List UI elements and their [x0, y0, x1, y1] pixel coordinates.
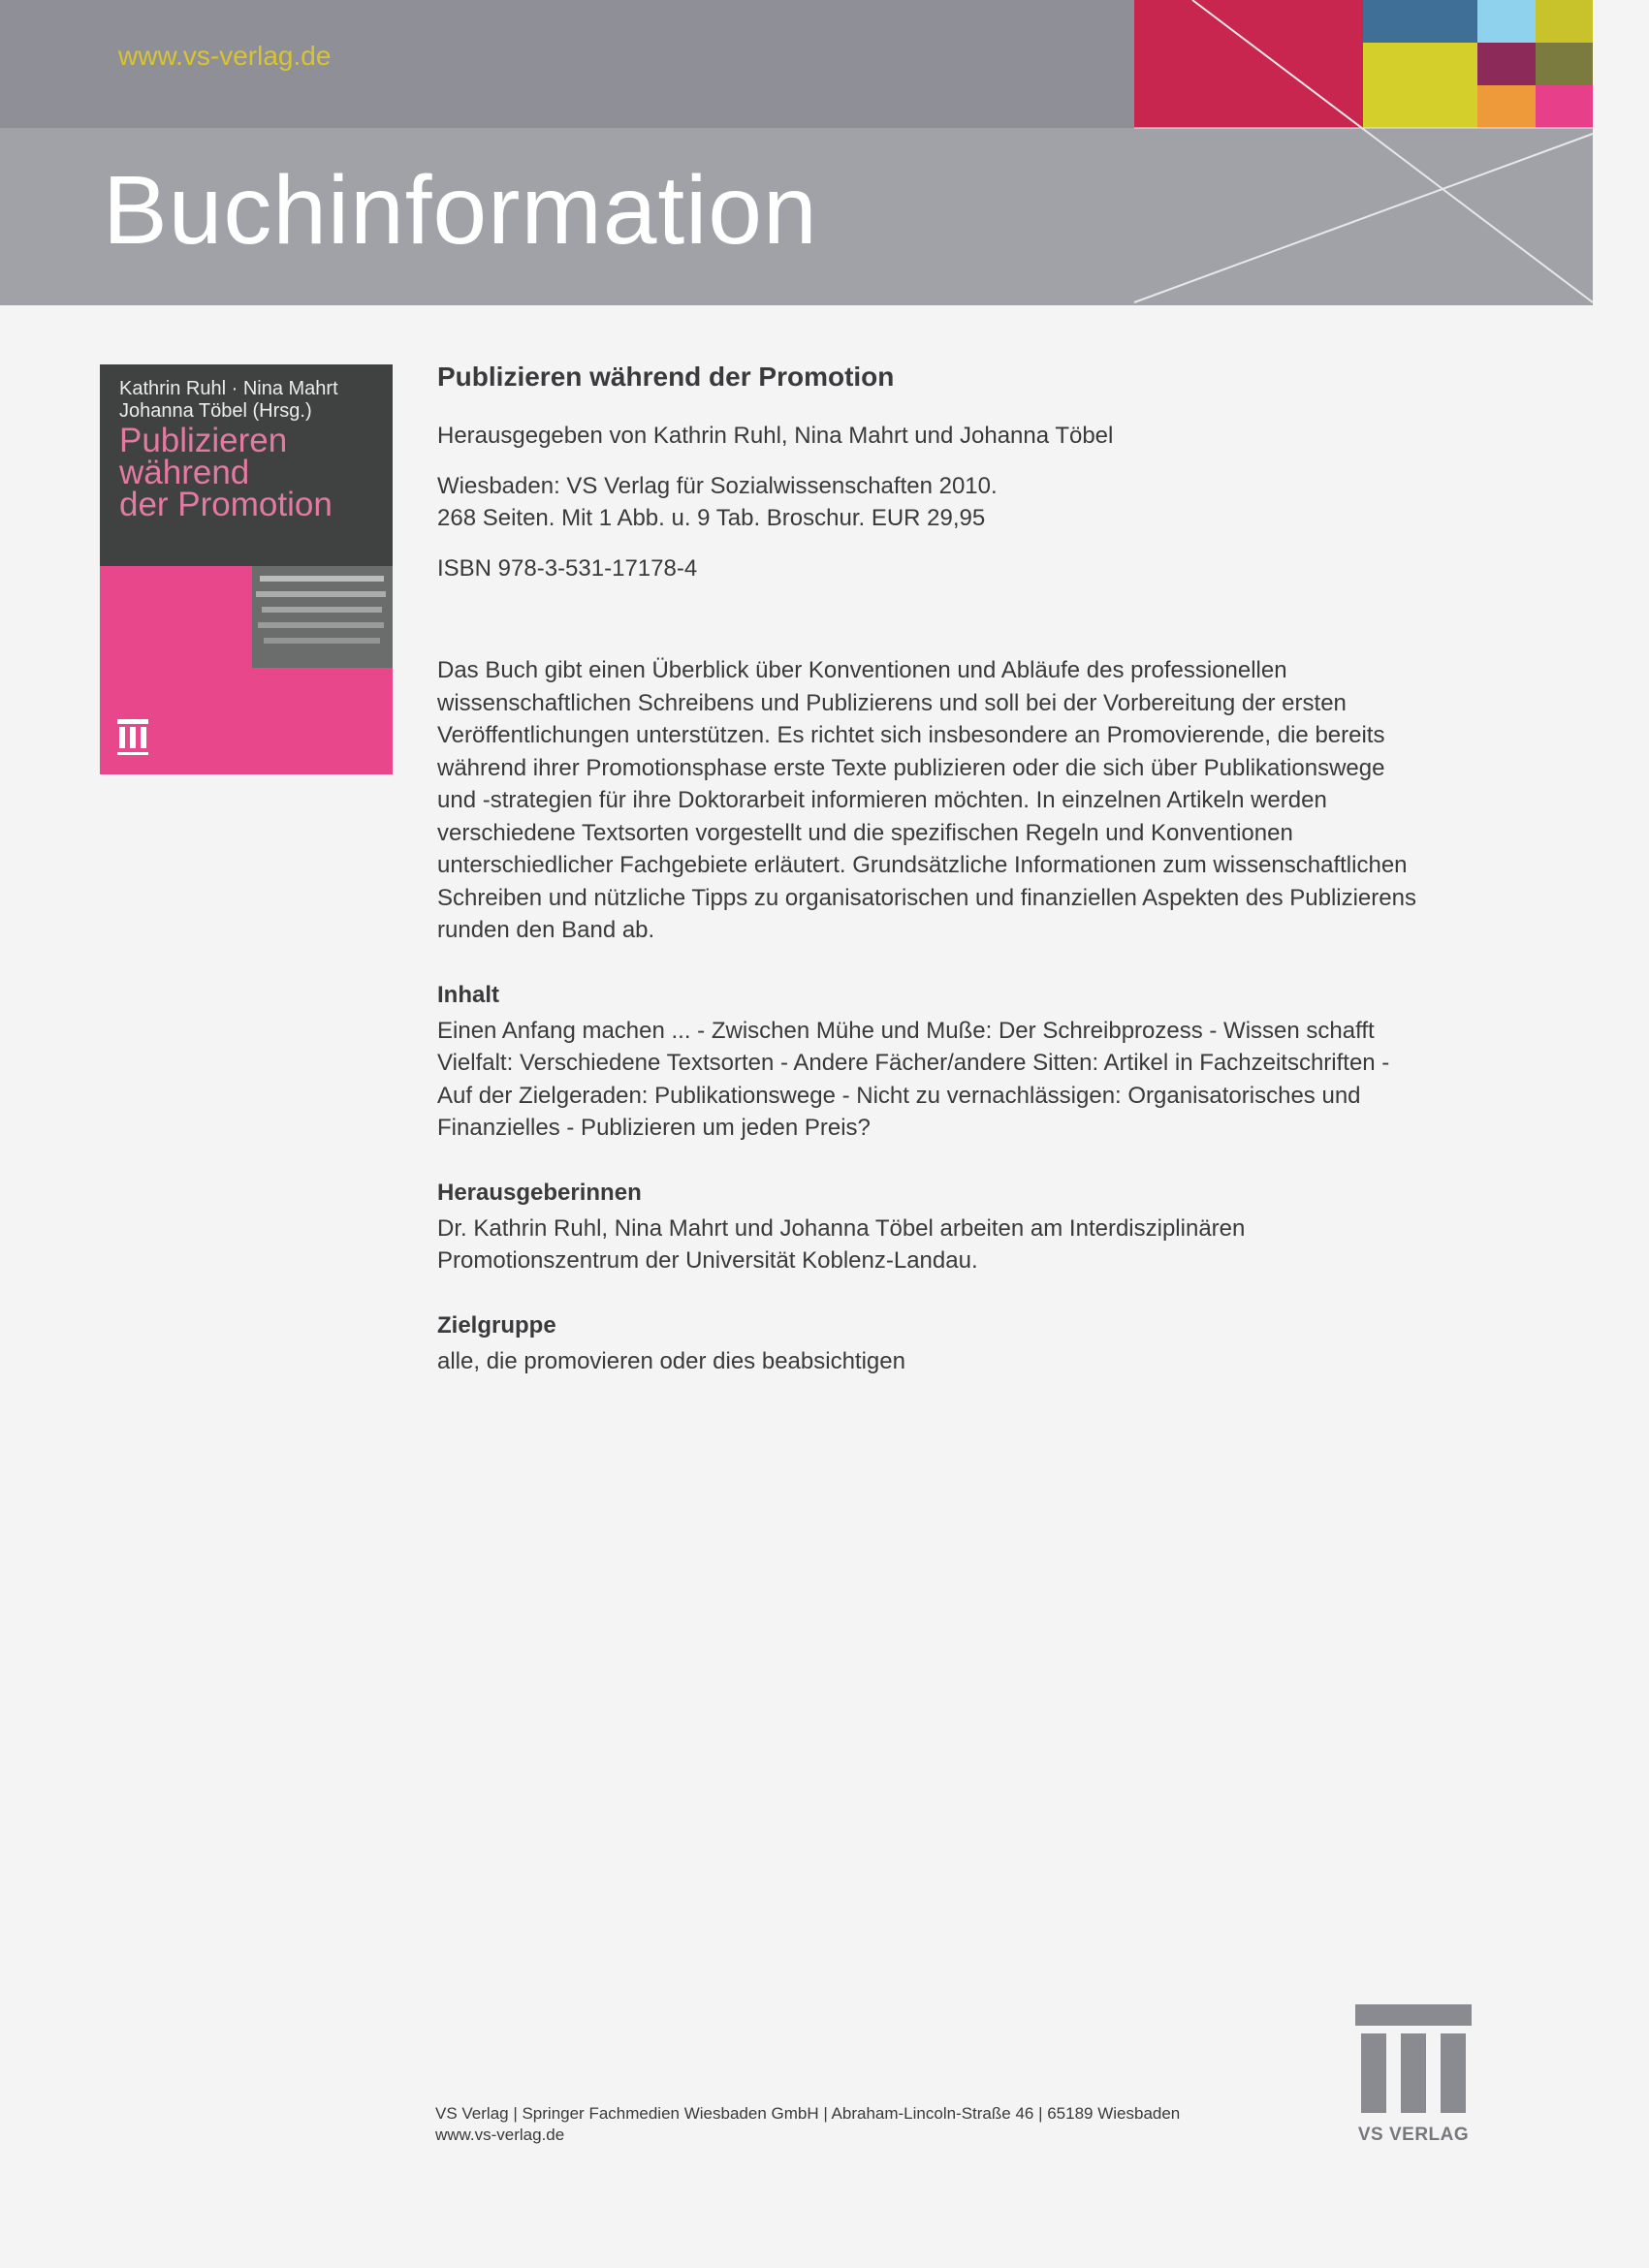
publisher-url[interactable]: www.vs-verlag.de	[118, 41, 332, 71]
logo-column	[1401, 2033, 1426, 2113]
book-info	[437, 355, 1426, 1377]
footer-address: VS Verlag | Springer Fachmedien Wiesbaden GmbH | Abraham-Lincoln-Straße 46 | 65189 Wiesbaden	[435, 2104, 1181, 2123]
cover-author-line: Kathrin Ruhl · Nina Mahrt	[119, 378, 338, 399]
book-publisher: Wiesbaden: VS Verlag für Sozialwissenschaften 2010.	[437, 472, 998, 499]
section-zielgruppe	[437, 1312, 1426, 1378]
section-herausgeberinnen	[437, 1180, 1426, 1277]
logo-column	[1361, 2033, 1386, 2113]
logo-label: VS VERLAG	[1357, 2125, 1470, 2145]
cover-title-line: während	[119, 454, 250, 491]
vs-verlag-logo	[1355, 2004, 1472, 2150]
section-heading: Zielgruppe	[437, 1311, 556, 1339]
book-editors: Herausgegeben von Kathrin Ruhl, Nina Mahrt und Johanna Töbel	[437, 423, 1114, 449]
header-banner	[0, 0, 1593, 305]
cover-authors	[119, 378, 338, 423]
cover-typewriter-image	[252, 566, 393, 668]
book-details: 268 Seiten. Mit 1 Abb. u. 9 Tab. Broschur. EUR 29,95	[437, 505, 986, 531]
book-title: Publizieren während der Promotion	[437, 362, 895, 392]
footer-url[interactable]: www.vs-verlag.de	[435, 2126, 565, 2144]
decorative-lines	[0, 0, 1593, 305]
book-isbn: ISBN 978-3-531-17178-4	[437, 554, 698, 582]
logo-column	[1441, 2033, 1466, 2113]
cover-title	[119, 422, 333, 523]
page-title: Buchinformation	[103, 156, 818, 265]
footer	[435, 2103, 1180, 2146]
logo-bar	[1355, 2004, 1472, 2026]
cover-title-line: Publizieren	[119, 422, 288, 459]
section-heading: Herausgeberinnen	[437, 1179, 642, 1206]
cover-publisher-logo-icon	[117, 719, 148, 758]
section-text: Einen Anfang machen ... - Zwischen Mühe und Muße: Der Schreibprozess - Wissen schafft Vielfalt: Verschiedene Textsorten - Andere Fächer/andere Sitten: Artikel in Fachzeitschriften - Auf der Zielgeraden: Publikationswege - Nicht zu vernachlässigen: Organisatorisches und Finanzielles - Publizieren um jeden Preis?	[437, 1017, 1390, 1141]
section-inhalt	[437, 982, 1426, 1145]
book-description: Das Buch gibt einen Überblick über Konventionen und Abläufe des professionellen wissenschaftlichen Schreibens und Publizierens und soll bei der Vorbereitung der ersten Veröffentlichungen unterstützen. Es richtet sich insbesondere an Promovierende, die bereits während ihrer Promotionsphase erste Texte publizieren oder die sich über Publikationswege und -strategien für ihre Doktorarbeit informieren möchten. In einzelnen Artikeln werden verschiedene Textsorten vorgestellt und die spezifischen Regeln und Konventionen unterschiedlicher Fachgebiete erläutert. Grundsätzliche Informationen zum wissenschaftlichen Schreiben und nützliche Tipps zu organisatorischen und finanziellen Aspekten des Publizierens runden den Band ab.	[437, 657, 1416, 943]
section-text: Dr. Kathrin Ruhl, Nina Mahrt und Johanna Töbel arbeiten am Interdisziplinären Promotionszentrum der Universität Koblenz-Landau.	[437, 1214, 1246, 1274]
cover-author-line: Johanna Töbel (Hrsg.)	[119, 400, 312, 422]
book-cover	[100, 364, 393, 774]
cover-title-line: der Promotion	[119, 486, 333, 523]
section-heading: Inhalt	[437, 981, 499, 1008]
section-text: alle, die promovieren oder dies beabsichtigen	[437, 1347, 905, 1374]
